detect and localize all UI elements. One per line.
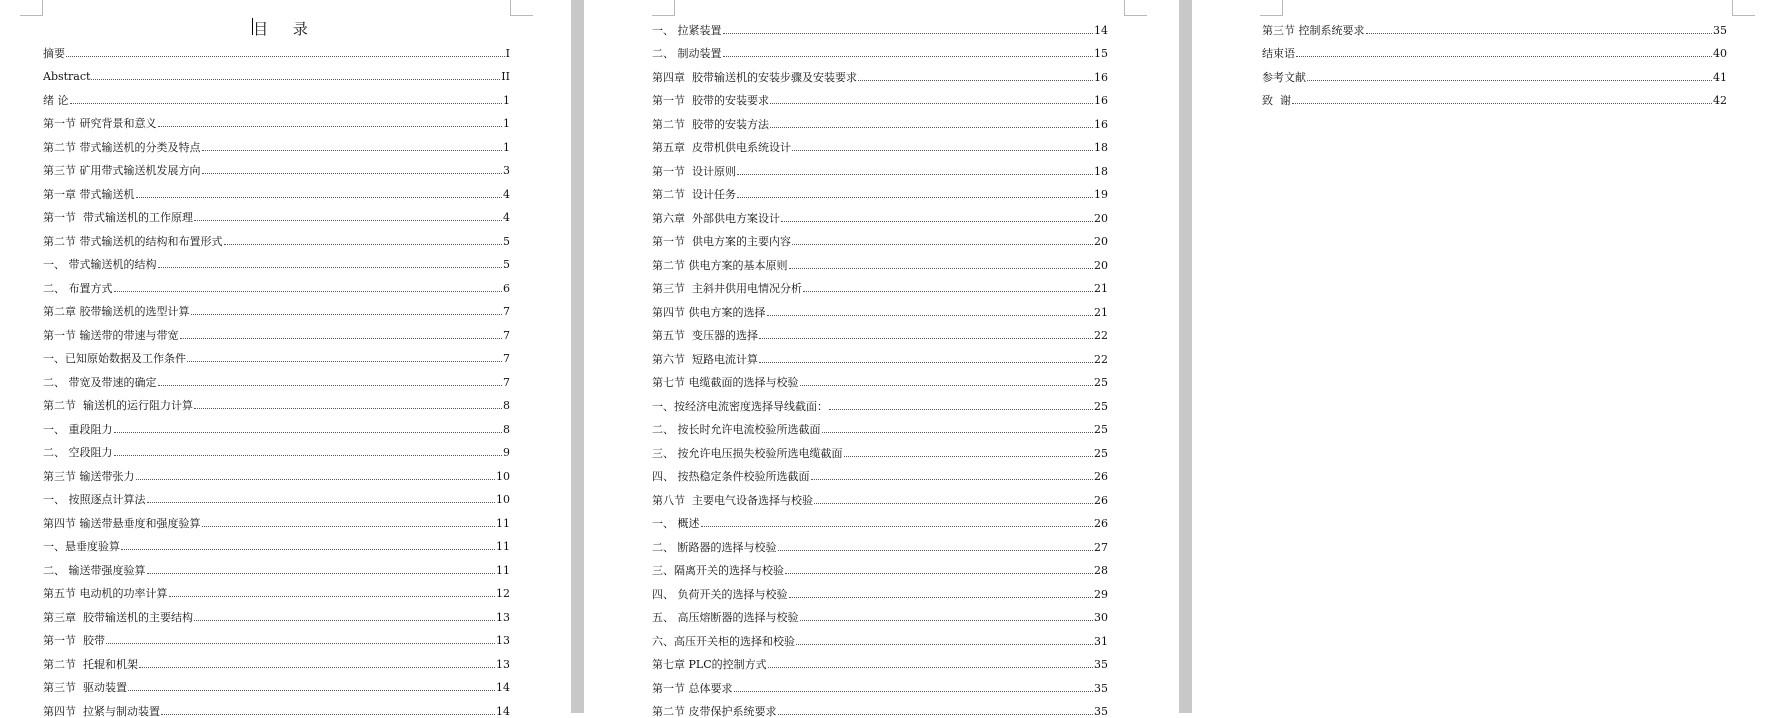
toc-entry[interactable] [652,695,1108,718]
toc-entry-label: 一、 拉紧装置 [652,24,722,37]
toc-entry[interactable] [652,389,1108,413]
toc-entry-label: 一、 按照逐点计算法 [43,493,146,506]
page-corner-mark [1732,0,1755,16]
toc-page-number: 7 [503,376,510,389]
toc-dot-leader [194,408,502,409]
toc-page-number: 22 [1094,329,1108,342]
toc-entry[interactable] [1262,37,1727,61]
toc-entry-label: 第一节 总体要求 [652,682,733,695]
toc-page-number: 22 [1094,353,1108,366]
toc-entry[interactable] [43,83,510,107]
toc-dot-leader [829,409,1093,410]
toc-entry[interactable] [43,577,510,601]
toc-entry[interactable] [43,624,510,648]
toc-dot-leader [811,479,1094,480]
toc-page-number: 35 [1713,24,1727,37]
toc-entry[interactable] [1262,13,1727,37]
toc-entry[interactable] [43,107,510,131]
toc-dot-leader [121,549,495,550]
toc-entry-label: 一、 概述 [652,517,700,530]
toc-entry-label: 第二节 胶带的安装方法 [652,118,769,131]
toc-entry-label: 一、 重段阻力 [43,423,113,436]
toc-list [652,13,1108,718]
toc-dot-leader [91,79,500,80]
toc-list [1262,13,1727,107]
toc-list [43,36,510,718]
toc-entry[interactable] [1262,60,1727,84]
toc-dot-leader [800,620,1094,621]
toc-page-number: 11 [496,564,510,577]
toc-title: 目 录 [0,18,571,39]
toc-entry[interactable] [652,154,1108,178]
toc-entry[interactable] [43,553,510,577]
toc-dot-leader [136,197,503,198]
toc-dot-leader [114,432,503,433]
text-cursor [252,18,253,35]
toc-entry-label: 参考文献 [1262,71,1306,84]
toc-dot-leader [1296,56,1712,57]
toc-page-number: 21 [1094,282,1108,295]
toc-page-number: 14 [496,705,510,718]
toc-page-number: 20 [1094,212,1108,225]
toc-page-number: 40 [1713,47,1727,60]
toc-page-number: 25 [1094,447,1108,460]
toc-page-number: 9 [503,446,510,459]
toc-entry-label: 摘要 [43,47,65,60]
toc-page-number: 18 [1094,141,1108,154]
toc-page-number: 1 [503,94,510,107]
toc-page-number: 7 [503,305,510,318]
toc-entry[interactable] [652,483,1108,507]
toc-dot-leader [789,268,1094,269]
toc-entry-label: 第七章 PLC的控制方式 [652,658,767,671]
toc-entry[interactable] [43,506,510,530]
toc-entry[interactable] [652,225,1108,249]
toc-dot-leader [66,56,505,57]
toc-page-number: 14 [496,681,510,694]
toc-entry-label: 结束语 [1262,47,1295,60]
toc-dot-leader [169,596,496,597]
toc-entry-label: 一、 带式输送机的结构 [43,258,157,271]
toc-page-number: 18 [1094,165,1108,178]
toc-entry[interactable] [43,365,510,389]
toc-entry[interactable] [43,201,510,225]
page-gutter [571,0,584,713]
toc-entry-label: 第一节 输送带的带速与带宽 [43,329,179,342]
toc-dot-leader [114,455,503,456]
toc-dot-leader [136,479,496,480]
toc-entry-label: 第四章 胶带输送机的安装步骤及安装要求 [652,71,857,84]
toc-dot-leader [803,291,1093,292]
toc-page-number: 13 [496,658,510,671]
toc-entry[interactable] [43,248,510,272]
toc-dot-leader [1307,80,1712,81]
toc-entry[interactable] [652,13,1108,37]
toc-dot-leader [114,291,503,292]
toc-page-number: 15 [1094,47,1108,60]
toc-dot-leader [224,244,503,245]
toc-dot-leader [778,714,1094,715]
toc-page-number: 35 [1094,705,1108,718]
toc-entry[interactable] [43,436,510,460]
toc-entry-label: 第二节 输送机的运行阻力计算 [43,399,193,412]
page-corner-mark [1124,0,1147,16]
toc-page-number: 3 [503,164,510,177]
toc-page-number: 13 [496,611,510,624]
toc-dot-leader [202,526,496,527]
toc-dot-leader [139,667,495,668]
toc-entry-label: 第四节 输送带悬垂度和强度验算 [43,517,201,530]
toc-dot-leader [187,361,502,362]
toc-entry[interactable] [43,177,510,201]
toc-page-number: 35 [1094,682,1108,695]
toc-entry-label: 二、 输送带强度验算 [43,564,146,577]
toc-entry[interactable] [43,694,510,718]
toc-page-number: 4 [503,188,510,201]
toc-dot-leader [180,338,503,339]
toc-dot-leader [194,220,502,221]
toc-page-number: 20 [1094,235,1108,248]
toc-page-number: 26 [1094,470,1108,483]
toc-page-number: 11 [496,517,510,530]
toc-entry[interactable] [652,178,1108,202]
toc-entry[interactable] [652,366,1108,390]
toc-dot-leader [1366,33,1713,34]
toc-entry[interactable] [43,271,510,295]
toc-entry[interactable] [43,224,510,248]
toc-entry-label: 六、高压开关柜的选择和校验 [652,635,795,648]
toc-dot-leader [770,103,1093,104]
toc-entry[interactable] [43,130,510,154]
document-page-3[interactable] [1192,0,1770,713]
toc-entry-label: 第一节 设计原则 [652,165,736,178]
toc-entry[interactable] [43,295,510,319]
toc-entry-label: 二、 带宽及带速的确定 [43,376,157,389]
toc-entry[interactable] [652,107,1108,131]
toc-entry[interactable] [652,436,1108,460]
toc-entry[interactable] [652,84,1108,108]
toc-entry[interactable] [652,507,1108,531]
toc-entry[interactable] [43,318,510,342]
toc-entry-label: 第二节 设计任务 [652,188,736,201]
toc-page-number: 1 [503,117,510,130]
toc-entry-label: 第三节 矿用带式输送机发展方向 [43,164,201,177]
toc-page-number: 20 [1094,259,1108,272]
toc-entry-label: 第二节 供电方案的基本原则 [652,259,788,272]
toc-page-number: 6 [503,282,510,295]
toc-dot-leader [768,667,1093,668]
toc-entry-label: 五、 高压熔断器的选择与校验 [652,611,799,624]
toc-dot-leader [844,456,1094,457]
toc-entry-label: 绪 论 [43,94,69,107]
toc-entry[interactable] [652,248,1108,272]
toc-entry-label: 第二节 托辊和机架 [43,658,138,671]
toc-entry-label: 第一节 胶带的安装要求 [652,94,769,107]
toc-entry[interactable] [652,295,1108,319]
toc-page-number: 35 [1094,658,1108,671]
toc-dot-leader [701,526,1094,527]
toc-entry[interactable] [1262,84,1727,108]
toc-entry-label: 第三节 输送带张力 [43,470,135,483]
toc-entry[interactable] [43,36,510,60]
toc-dot-leader [759,362,1093,363]
toc-entry-label: 第三章 胶带输送机的主要结构 [43,611,193,624]
toc-entry-label: 二、 空段阻力 [43,446,113,459]
toc-dot-leader [770,127,1093,128]
toc-page-number: 29 [1094,588,1108,601]
toc-dot-leader [778,550,1094,551]
toc-dot-leader [796,644,1093,645]
toc-entry[interactable] [652,60,1108,84]
toc-dot-leader [822,432,1094,433]
toc-page-number: 5 [503,235,510,248]
toc-dot-leader [737,174,1093,175]
toc-entry-label: 第四节 供电方案的选择 [652,306,766,319]
toc-dot-leader [734,691,1094,692]
toc-page-number: 25 [1094,400,1108,413]
toc-dot-leader [1292,103,1712,104]
toc-entry[interactable] [652,624,1108,648]
toc-entry[interactable] [652,272,1108,296]
toc-dot-leader [128,690,495,691]
toc-page-number: 28 [1094,564,1108,577]
toc-dot-leader [789,597,1094,598]
toc-entry-label: 二、 按长时允许电流校验所选截面 [652,423,821,436]
toc-entry[interactable] [652,319,1108,343]
toc-page-number: 8 [503,423,510,436]
toc-page-number: 21 [1094,306,1108,319]
toc-entry-label: 三、隔离开关的选择与校验 [652,564,784,577]
toc-page-number: 27 [1094,541,1108,554]
toc-dot-leader [147,502,496,503]
toc-entry-label: 第一节 胶带 [43,634,105,647]
document-page-2[interactable] [584,0,1179,713]
toc-entry[interactable] [652,577,1108,601]
toc-entry[interactable] [43,412,510,436]
toc-dot-leader [723,33,1094,34]
toc-entry[interactable] [43,154,510,178]
toc-dot-leader [158,126,503,127]
toc-entry[interactable] [43,671,510,695]
toc-page-number: 13 [496,634,510,647]
toc-entry-label: 第八节 主要电气设备选择与校验 [652,494,813,507]
toc-entry-label: 第一节 带式输送机的工作原理 [43,211,193,224]
toc-entry-label: 第二章 胶带输送机的选型计算 [43,305,190,318]
toc-dot-leader [161,714,495,715]
toc-dot-leader [158,385,503,386]
toc-entry[interactable] [652,460,1108,484]
toc-page-number: 8 [503,399,510,412]
toc-page-number: 5 [503,258,510,271]
toc-entry-label: 致 谢 [1262,94,1291,107]
toc-entry-label: 第三节 主斜井供用电情况分析 [652,282,802,295]
document-page-1[interactable] [0,0,571,713]
toc-entry-label: 第四节 拉紧与制动装置 [43,705,160,718]
toc-page-number: 26 [1094,517,1108,530]
toc-dot-leader [759,338,1093,339]
toc-entry[interactable] [43,600,510,624]
toc-entry[interactable] [652,554,1108,578]
toc-dot-leader [202,173,503,174]
toc-entry-label: 一、悬垂度验算 [43,540,120,553]
toc-dot-leader [106,643,495,644]
toc-page-number: 25 [1094,376,1108,389]
toc-dot-leader [858,80,1093,81]
toc-page-number: I [506,47,510,60]
toc-page-number: 41 [1713,71,1727,84]
toc-dot-leader [814,503,1093,504]
toc-entry[interactable] [652,413,1108,437]
toc-entry-label: 第二节 带式输送机的分类及特点 [43,141,201,154]
toc-dot-leader [792,150,1093,151]
toc-page-number: 4 [503,211,510,224]
toc-entry[interactable] [43,342,510,366]
toc-entry-label: 一、已知原始数据及工作条件 [43,352,186,365]
toc-entry[interactable] [652,342,1108,366]
toc-entry[interactable] [652,37,1108,61]
toc-entry-label: 一、按经济电流密度选择导线截面： [652,400,828,413]
toc-page-number: 11 [496,540,510,553]
page-corner-mark [510,0,533,16]
page-corner-mark [20,0,43,16]
toc-page-number: 25 [1094,423,1108,436]
toc-entry[interactable] [43,60,510,84]
toc-entry[interactable] [43,389,510,413]
toc-entry-label: 第二节 皮带保护系统要求 [652,705,777,718]
toc-entry-label: 第六章 外部供电方案设计 [652,212,780,225]
toc-dot-leader [202,150,503,151]
toc-page-number: 31 [1094,635,1108,648]
toc-dot-leader [191,314,503,315]
toc-entry[interactable] [652,648,1108,672]
toc-page-number: 16 [1094,118,1108,131]
toc-entry[interactable] [652,671,1108,695]
toc-entry-label: 第七节 电缆截面的选择与校验 [652,376,799,389]
toc-entry-label: 第一节 研究背景和意义 [43,117,157,130]
toc-page-number: 42 [1713,94,1727,107]
toc-dot-leader [70,103,503,104]
toc-page-number: 16 [1094,94,1108,107]
toc-page-number: 14 [1094,24,1108,37]
toc-page-number: 7 [503,329,510,342]
toc-page-number: 30 [1094,611,1108,624]
toc-dot-leader [737,197,1093,198]
toc-dot-leader [792,244,1093,245]
toc-page-number: 26 [1094,494,1108,507]
toc-entry-label: 第五节 电动机的功率计算 [43,587,168,600]
toc-dot-leader [781,221,1093,222]
toc-entry[interactable] [652,131,1108,155]
toc-page-number: 7 [503,352,510,365]
toc-entry[interactable] [652,601,1108,625]
toc-entry-label: 第五节 变压器的选择 [652,329,758,342]
toc-entry[interactable] [43,647,510,671]
toc-entry-label: 二、 制动装置 [652,47,722,60]
toc-page-number: 12 [496,587,510,600]
toc-page-number: 1 [503,141,510,154]
toc-entry-label: 第一章 带式输送机 [43,188,135,201]
toc-page-number: 19 [1094,188,1108,201]
toc-entry-label: 第一节 供电方案的主要内容 [652,235,791,248]
toc-entry-label: 第三节 驱动装置 [43,681,127,694]
toc-entry-label: 第五章 皮带机供电系统设计 [652,141,791,154]
toc-dot-leader [194,620,495,621]
toc-entry-label: 第二节 带式输送机的结构和布置形式 [43,235,223,248]
page-gutter [1179,0,1192,713]
toc-entry[interactable] [43,483,510,507]
toc-entry[interactable] [652,530,1108,554]
toc-entry-label: 三、 按允许电压损失校验所选电缆截面 [652,447,843,460]
toc-entry[interactable] [652,201,1108,225]
toc-entry-label: 第三节 控制系统要求 [1262,24,1365,37]
toc-page-number: 10 [496,493,510,506]
toc-entry[interactable] [43,459,510,483]
toc-dot-leader [785,573,1093,574]
toc-entry-label: 二、 断路器的选择与校验 [652,541,777,554]
toc-entry-label: 四、 按热稳定条件校验所选截面 [652,470,810,483]
toc-dot-leader [723,56,1094,57]
toc-dot-leader [158,267,503,268]
toc-dot-leader [800,385,1094,386]
toc-entry-label: 第六节 短路电流计算 [652,353,758,366]
toc-page-number: II [501,70,510,83]
toc-page-number: 16 [1094,71,1108,84]
toc-dot-leader [767,315,1094,316]
toc-page-number: 10 [496,470,510,483]
toc-dot-leader [147,573,496,574]
toc-entry-label: 二、 布置方式 [43,282,113,295]
toc-entry-label: Abstract [43,70,90,83]
toc-entry-label: 四、 负荷开关的选择与校验 [652,588,788,601]
toc-entry[interactable] [43,530,510,554]
